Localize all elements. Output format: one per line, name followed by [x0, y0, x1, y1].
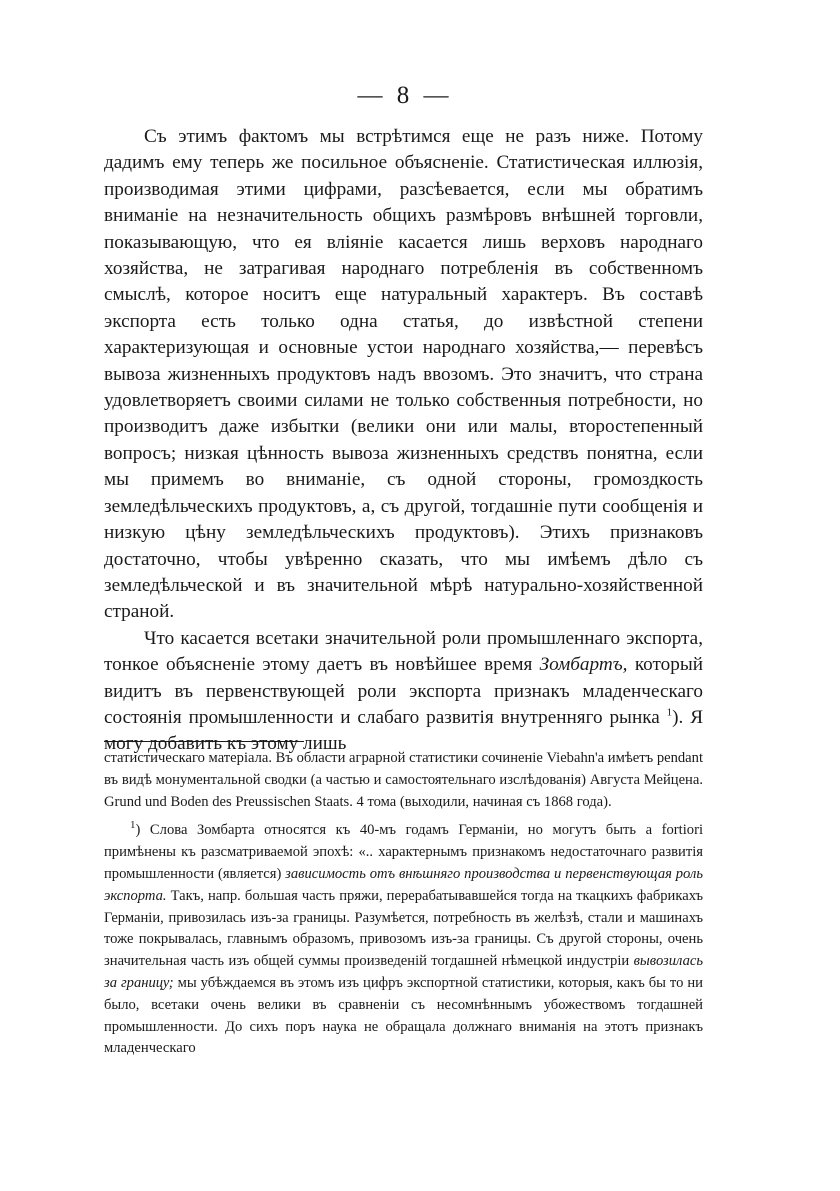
paragraph-2-text-end: ). Я могу добавить къ этому лишь: [104, 706, 704, 755]
footnote-1-text-middle: Такъ, напр. большая часть пряжи, перерабатывавшейся тогда на ткацкихъ фабрикахъ Германіи, привозилась изъ-за границы. Разумѣется, потребность въ желѣзѣ, стали и машинахъ тоже покрывалась, главнымъ образомъ, привозомъ изъ-за границы. Съ другой стороны, очень значительная часть изъ общей суммы произведеній тогдашней нѣмецкой индустріи: [104, 887, 703, 970]
footnote-reference-1: 1: [666, 706, 673, 719]
author-name-sombart: Зомбартъ,: [539, 654, 628, 676]
paragraph-2: [104, 626, 703, 758]
footnote-1-marker: 1: [130, 819, 136, 832]
footnote-1: [104, 820, 703, 1060]
footnote-continuation: статистическаго матеріала. Въ области аграрной статистики сочиненіе Viebahn'a имѣетъ pendant въ видѣ монументальной сводки (а частью и самостоятельнаго изслѣдованія) Августа Мейцена. Grund und Boden des Preussischen Staats. 4 тома (выходили, начиная съ 1868 года).: [104, 750, 704, 810]
footnote-1-emphasis-2: вывозилась за границу;: [104, 953, 703, 991]
paragraph-1: Съ этимъ фактомъ мы встрѣтимся еще не разъ ниже. Потому дадимъ ему теперь же посильное объясненіе. Статистическая иллюзія, производимая этими цифрами, разсѣевается, если мы обратимъ вниманіе на незначительность общихъ размѣровъ внѣшней торговли, показывающую, что ея вліяніе касается лишь верховъ народнаго хозяйства, не затрагивая народнаго потребленія въ собственномъ смыслѣ, которое носитъ еще натуральный характеръ. Въ составѣ экспорта есть только одна статья, до извѣстной степени характеризующая и основные устои народнаго хозяйства,— перевѣсъ вывоза жизненныхъ продуктовъ надъ ввозомъ. Это значитъ, что страна удовлетворяетъ своими силами не только собственныя потребности, но производитъ даже избытки (велики они или малы, второстепенный вопросъ; низкая цѣнность вывоза жизненныхъ средствъ понятна, если мы примемъ во вниманіе, съ одной стороны, громоздкость земледѣльческихъ продуктовъ, а, съ другой, тогдашніе пути сообщенія и низкую цѣну земледѣльческихъ продуктовъ). Этихъ признаковъ достаточно, чтобы увѣренно сказать, что мы имѣемъ дѣло съ земледѣльческой и въ значительной мѣрѣ натурально-хозяйственной страной.: [104, 126, 703, 623]
footnote-1-emphasis-1: зависимость отъ внѣшняго производства и первенствующая роль экспорта.: [104, 865, 703, 904]
main-text: [104, 124, 703, 758]
page-number: — 8 —: [357, 82, 453, 109]
footnote-1-text-end: мы убѣждаемся въ этомъ изъ цифръ экспортной статистики, которыя, какъ бы то ни было, всетаки очень велики въ сравненіи съ несомнѣннымъ убожествомъ тогдашней промышленности. До сихъ поръ наука не обращала должнаго вниманія на этотъ признакъ младенческаго: [104, 974, 703, 1057]
footnotes: [104, 748, 703, 1060]
footnote-1-text-start: ) Слова Зомбарта относятся къ 40-мъ годамъ Германіи, но могутъ быть a fortiori примѣнены къ разсматриваемой эпохѣ: «.. характернымъ признакомъ недостаточнаго развитія промышленности (является): [104, 822, 703, 882]
paragraph-2-text-start: Что касается всетаки значительной роли промышленнаго экспорта, тонкое объясненіе этому даетъ въ новѣйшее время: [104, 627, 703, 676]
paragraph-2-text-middle: который видитъ въ первенствующей роли экспорта признакъ младенческаго состоянія промышленности и слабаго развитія внутренняго рынка: [104, 654, 704, 728]
footnote-rule: [104, 741, 304, 742]
